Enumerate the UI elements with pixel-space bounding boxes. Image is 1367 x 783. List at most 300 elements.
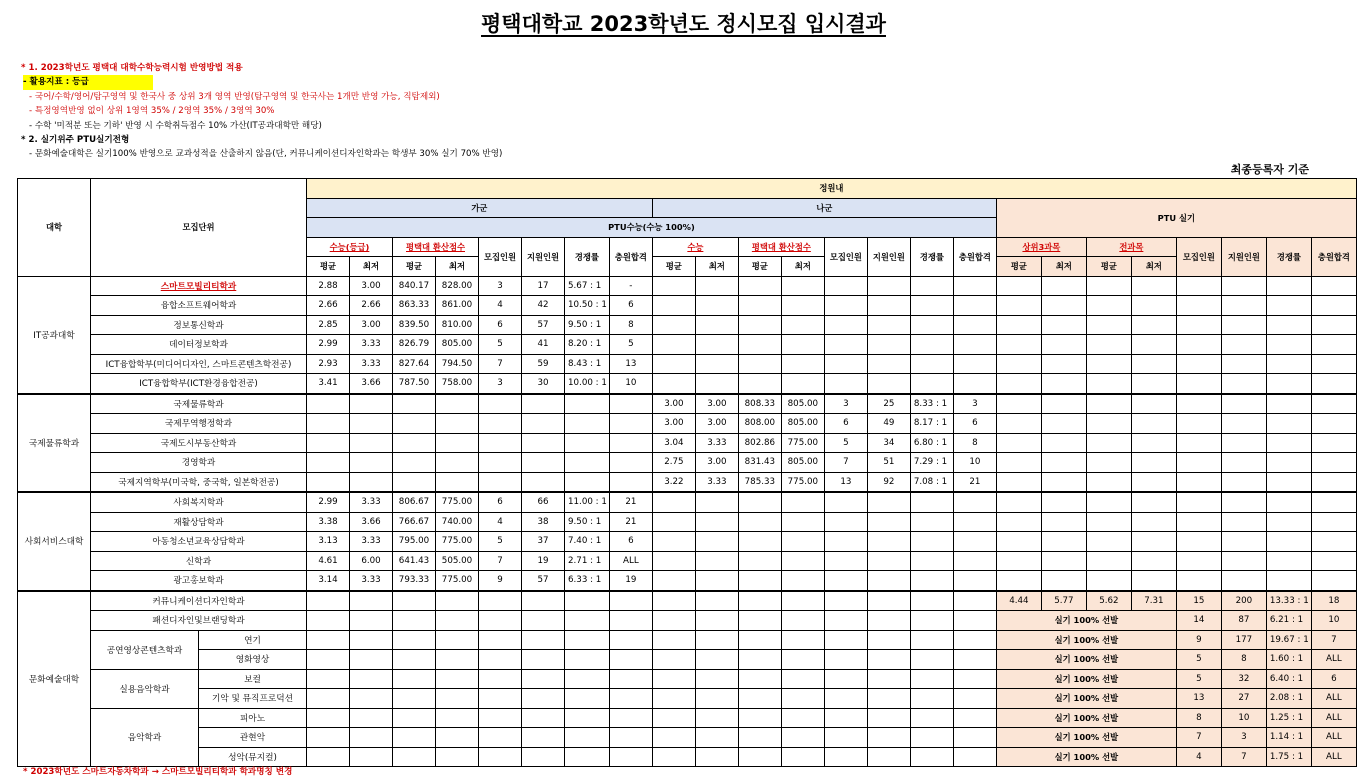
value-cell: 795.00 [393,532,436,552]
value-cell: 9 [479,571,522,591]
header-na-applicants: 지원인원 [867,237,910,276]
rate-value: 6.33 [568,575,588,586]
value-cell: 3.38 [307,512,350,532]
value-cell: 787.50 [393,374,436,394]
value-cell: 3 [479,374,522,394]
empty-cell [824,669,867,689]
unit-name: 아동청소년교육상담학과 [91,532,307,552]
empty-cell [1131,374,1176,394]
rate-cell: 5.67 : 1 [565,276,610,296]
header-univ: 대학 [18,179,91,277]
empty-cell [910,689,953,709]
value-cell: 59 [522,354,565,374]
rate-value: 11.00 [568,497,593,508]
practical-applicants: 32 [1221,669,1266,689]
value-cell: 805.00 [781,414,824,434]
empty-cell [996,433,1041,453]
empty-cell [652,650,695,670]
empty-cell [652,374,695,394]
value-cell: 66 [522,492,565,512]
empty-cell [479,728,522,748]
header-min: 최저 [695,257,738,277]
empty-cell [824,532,867,552]
rate-base: 1 [1297,751,1304,762]
unit-name: ICT융합학부(미디어디자인, 스마트콘텐츠학전공) [91,354,307,374]
rate-cell: 1.25 : 1 [1266,708,1311,728]
empty-cell [609,630,652,650]
empty-cell [1041,532,1086,552]
table-row [18,689,1357,709]
empty-cell [1221,512,1266,532]
rate-cell: 7.40 : 1 [565,532,610,552]
empty-cell [565,747,610,767]
value-cell: 2.85 [307,315,350,335]
rate-value: 8.33 [913,398,934,409]
empty-cell [1221,394,1266,414]
rate-value: 7.40 [568,536,588,547]
empty-cell [1176,492,1221,512]
value-cell: 3.33 [350,492,393,512]
empty-cell [1131,354,1176,374]
empty-cell [738,296,781,316]
header-ptu-practical: PTU 실기 [996,198,1356,237]
empty-cell [910,708,953,728]
value-cell: 794.50 [436,354,479,374]
empty-cell [867,276,910,296]
empty-cell [1266,472,1311,492]
empty-cell [695,374,738,394]
empty-cell [1221,335,1266,355]
table-row [18,551,1357,571]
value-cell: 2.88 [307,276,350,296]
empty-cell [1086,453,1131,473]
empty-cell [867,747,910,767]
empty-cell [436,630,479,650]
empty-cell [910,630,953,650]
group-music: 음악학과 [91,708,199,767]
empty-cell [652,728,695,748]
empty-cell [350,453,393,473]
rate-value: 9.50 [568,319,588,330]
value-cell: 2.75 [652,453,695,473]
empty-cell [695,315,738,335]
empty-cell [781,551,824,571]
empty-cell [436,433,479,453]
empty-cell [436,669,479,689]
empty-cell [1266,394,1311,414]
value-cell: 6 [479,315,522,335]
rate-value: 13.33 [1269,595,1295,606]
table-row [18,394,1357,414]
empty-cell [1221,433,1266,453]
empty-cell [1311,551,1356,571]
empty-cell [695,551,738,571]
header-avg: 평균 [996,257,1041,277]
value-cell: 41 [522,335,565,355]
empty-cell [1176,472,1221,492]
value-cell: 4.61 [307,551,350,571]
empty-cell [479,394,522,414]
empty-cell [1131,532,1176,552]
rate-value: 5.67 [568,280,588,291]
empty-cell [867,374,910,394]
rate-cell: 6.33 : 1 [565,571,610,591]
empty-cell [867,650,910,670]
empty-cell [522,414,565,434]
empty-cell [1221,276,1266,296]
empty-cell [652,747,695,767]
empty-cell [565,689,610,709]
empty-cell [1221,551,1266,571]
empty-cell [307,453,350,473]
empty-cell [996,414,1041,434]
empty-cell [1041,414,1086,434]
empty-cell [1266,414,1311,434]
empty-cell [824,611,867,631]
rate-base: 1 [595,575,602,586]
value-cell: 805.00 [781,394,824,414]
empty-cell [738,669,781,689]
practical-quota: 7 [1176,728,1221,748]
rate-value: 8.20 [568,339,588,350]
empty-cell [1266,453,1311,473]
empty-cell [781,532,824,552]
rate-base: 1 [1303,634,1309,645]
practical-extra: ALL [1311,689,1356,709]
header-pr-rate: 경쟁률 [1266,237,1311,276]
empty-cell [695,630,738,650]
header-na-rate: 경쟁률 [910,237,953,276]
rate-value: 10.50 [568,300,593,311]
value-cell: 3 [824,394,867,414]
empty-cell [781,747,824,767]
empty-cell [781,611,824,631]
rate-value: 10.00 [568,378,593,389]
empty-cell [781,315,824,335]
empty-cell [1131,551,1176,571]
sub-unit-name: 연기 [199,630,307,650]
table-row [18,571,1357,591]
practical-only: 실기 100% 선발 [996,728,1176,748]
empty-cell [910,611,953,631]
rate-base: 1 [595,536,602,547]
value-cell: 775.00 [436,532,479,552]
header-na-extra: 충원합격 [953,237,996,276]
value-cell: 21 [609,512,652,532]
empty-cell [609,708,652,728]
empty-cell [479,414,522,434]
rate-base: 1 [1297,673,1304,684]
value-cell: 775.00 [436,492,479,512]
empty-cell [479,472,522,492]
value-cell: 3.33 [350,354,393,374]
rate-base: 1 [595,358,602,369]
empty-cell [824,492,867,512]
empty-cell [393,669,436,689]
empty-cell [953,689,996,709]
rate-cell: 1.14 : 1 [1266,728,1311,748]
empty-cell [522,433,565,453]
empty-cell [996,296,1041,316]
empty-cell [350,728,393,748]
empty-cell [522,650,565,670]
value-cell: 92 [867,472,910,492]
note-1c: - 특정영역반영 없이 상위 1영역 35% / 2영역 35% / 3영역 30% [29,106,275,117]
empty-cell [824,551,867,571]
value-cell: 6 [609,532,652,552]
empty-cell [1266,374,1311,394]
empty-cell [996,472,1041,492]
empty-cell [436,708,479,728]
empty-cell [738,571,781,591]
header-unit: 모집단위 [91,179,307,277]
empty-cell [479,669,522,689]
empty-cell [307,728,350,748]
empty-cell [565,472,610,492]
empty-cell [522,472,565,492]
empty-cell [1086,315,1131,335]
empty-cell [350,611,393,631]
empty-cell [393,650,436,670]
empty-cell [1266,492,1311,512]
empty-cell [1266,335,1311,355]
empty-cell [1311,315,1356,335]
empty-cell [652,630,695,650]
value-cell: 25 [867,394,910,414]
empty-cell [565,708,610,728]
unit-name: 국제물류학과 [91,394,307,414]
value-cell: 5 [609,335,652,355]
empty-cell [1311,433,1356,453]
table-row [18,747,1357,767]
empty-cell [781,708,824,728]
table-row [18,296,1357,316]
practical-cell: 15 [1176,591,1221,611]
value-cell: 863.33 [393,296,436,316]
empty-cell [1311,394,1356,414]
empty-cell [1176,315,1221,335]
practical-only: 실기 100% 선발 [996,747,1176,767]
empty-cell [1266,551,1311,571]
empty-cell [1311,276,1356,296]
empty-cell [479,689,522,709]
unit-name: 재활상담학과 [91,512,307,532]
rate-value: 7.29 [913,457,934,468]
empty-cell [1176,512,1221,532]
empty-cell [1311,512,1356,532]
empty-cell [953,708,996,728]
standard-label: 최종등록자 기준 [1230,163,1309,176]
empty-cell [1041,472,1086,492]
empty-cell [307,669,350,689]
empty-cell [824,708,867,728]
empty-cell [1041,492,1086,512]
empty-cell [781,276,824,296]
rate-value: 8.43 [568,358,588,369]
empty-cell [1266,532,1311,552]
empty-cell [824,650,867,670]
header-min: 최저 [436,257,479,277]
table-row [18,374,1357,394]
practical-quota: 9 [1176,630,1221,650]
empty-cell [695,335,738,355]
practical-quota: 5 [1176,650,1221,670]
unit-name: 데이터정보학과 [91,335,307,355]
empty-cell [781,630,824,650]
empty-cell [1131,276,1176,296]
rate-base: 1 [1297,654,1304,665]
empty-cell [867,335,910,355]
empty-cell [436,747,479,767]
empty-cell [1176,276,1221,296]
practical-applicants: 7 [1221,747,1266,767]
value-cell: 17 [522,276,565,296]
empty-cell [824,335,867,355]
empty-cell [781,571,824,591]
practical-only: 실기 100% 선발 [996,689,1176,709]
table-row [18,354,1357,374]
empty-cell [695,747,738,767]
empty-cell [609,394,652,414]
empty-cell [393,414,436,434]
table-row [18,315,1357,335]
empty-cell [1221,453,1266,473]
empty-cell [307,433,350,453]
empty-cell [1311,571,1356,591]
empty-cell [910,296,953,316]
empty-cell [1221,414,1266,434]
practical-cell: 5.77 [1041,591,1086,611]
empty-cell [953,296,996,316]
empty-cell [953,571,996,591]
empty-cell [781,591,824,611]
empty-cell [522,747,565,767]
empty-cell [479,453,522,473]
unit-name: 국제무역행정학과 [91,414,307,434]
empty-cell [1131,472,1176,492]
empty-cell [350,650,393,670]
empty-cell [350,414,393,434]
empty-cell [350,689,393,709]
empty-cell [695,669,738,689]
empty-cell [910,354,953,374]
value-cell: 861.00 [436,296,479,316]
empty-cell [910,650,953,670]
rate-cell: 8.33 : 1 [910,394,953,414]
empty-cell [1311,472,1356,492]
empty-cell [350,747,393,767]
empty-cell [1131,492,1176,512]
rate-cell: 1.75 : 1 [1266,747,1311,767]
unit-name: 국제지역학부(미국학, 중국학, 일본학전공) [91,472,307,492]
empty-cell [910,571,953,591]
empty-cell [824,728,867,748]
rate-cell: 9.50 : 1 [565,512,610,532]
empty-cell [867,708,910,728]
note-2a: - 문화예술대학은 실기100% 반영으로 교과성적을 산출하지 않음(단, 커뮤니케이션디자인학과는 학생부 30% 실기 70% 반영) [29,149,503,160]
rate-value: 6.40 [1269,673,1290,684]
header-na: 나군 [652,198,996,218]
header-avg: 평균 [307,257,350,277]
empty-cell [565,433,610,453]
empty-cell [1131,571,1176,591]
empty-cell [781,374,824,394]
header-ga-quota: 모집인원 [479,237,522,276]
empty-cell [1131,335,1176,355]
empty-cell [953,630,996,650]
value-cell: 3.04 [652,433,695,453]
empty-cell [953,747,996,767]
empty-cell [996,551,1041,571]
empty-cell [652,296,695,316]
rate-base: 1 [941,418,948,429]
empty-cell [436,689,479,709]
empty-cell [652,315,695,335]
empty-cell [910,669,953,689]
empty-cell [1311,296,1356,316]
rate-base: 1 [1297,732,1304,743]
empty-cell [393,708,436,728]
empty-cell [1221,354,1266,374]
header-avg: 평균 [1086,257,1131,277]
practical-applicants: 87 [1221,611,1266,631]
rate-value: 1.14 [1269,732,1290,743]
empty-cell [738,591,781,611]
unit-name: 신학과 [91,551,307,571]
value-cell: 13 [824,472,867,492]
empty-cell [867,571,910,591]
note-1d: - 수학 '미적분 또는 기하' 반영 시 수학취득점수 10% 가산(IT공과대학만 해당) [29,120,322,131]
empty-cell [824,630,867,650]
results-table [17,178,1357,767]
empty-cell [1221,472,1266,492]
unit-name: 융합소프트웨어학과 [91,296,307,316]
rate-base: 1 [1297,712,1304,723]
practical-extra: 10 [1311,611,1356,631]
empty-cell [910,747,953,767]
empty-cell [609,453,652,473]
value-cell: 2.66 [307,296,350,316]
empty-cell [436,472,479,492]
empty-cell [996,453,1041,473]
value-cell: 37 [522,532,565,552]
empty-cell [307,414,350,434]
empty-cell [824,296,867,316]
empty-cell [1041,315,1086,335]
value-cell: 740.00 [436,512,479,532]
value-cell: 775.00 [436,571,479,591]
empty-cell [393,689,436,709]
empty-cell [1041,296,1086,316]
practical-only: 실기 100% 선발 [996,630,1176,650]
practical-extra: ALL [1311,650,1356,670]
empty-cell [738,492,781,512]
empty-cell [1311,414,1356,434]
empty-cell [393,591,436,611]
unit-name: 패션디자인및브랜딩학과 [91,611,307,631]
value-cell: 6.00 [350,551,393,571]
sub-unit-name: 기악 및 뮤직프로덕션 [199,689,307,709]
empty-cell [781,354,824,374]
empty-cell [781,669,824,689]
empty-cell [910,512,953,532]
empty-cell [867,611,910,631]
value-cell: 3.00 [652,414,695,434]
empty-cell [652,611,695,631]
empty-cell [609,611,652,631]
value-cell: 5 [479,532,522,552]
practical-quota: 8 [1176,708,1221,728]
